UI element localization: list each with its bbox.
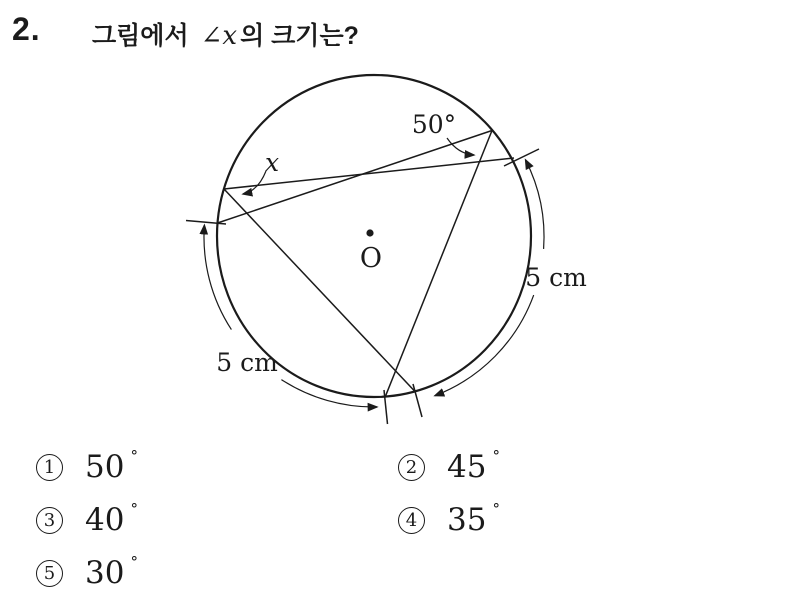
right-arc-arrow-lower — [435, 295, 534, 396]
choice-3 — [36, 500, 138, 538]
chord-from-50deg-vertex-left — [218, 131, 493, 224]
left-arc-arrow-lower — [281, 380, 377, 407]
choice-4-degree: ° — [492, 500, 500, 518]
choice-1-value: 50 — [85, 449, 125, 485]
center-label: O — [359, 243, 383, 274]
choice-2 — [398, 447, 500, 485]
choice-5 — [36, 553, 138, 591]
angle-x-leader-arrow — [243, 171, 266, 194]
angle-50-label: 50° — [411, 110, 457, 139]
choice-2-value: 45 — [447, 449, 487, 485]
choice-5-degree: ° — [130, 553, 138, 571]
choice-1 — [36, 447, 138, 485]
question-number: 2. — [12, 11, 41, 47]
angle-x-label: x — [264, 148, 280, 177]
angle-x-symbol: ∠x — [200, 21, 238, 51]
choice-3-value: 40 — [85, 502, 125, 538]
choice-5-value: 30 — [85, 555, 125, 591]
choice-2-circled-number: 2 — [398, 454, 425, 481]
choice-4-circled-number: 4 — [398, 507, 425, 534]
choice-1-degree: ° — [130, 447, 138, 465]
question-text-prefix: 그림에서 — [92, 22, 189, 50]
center-dot — [366, 229, 373, 236]
question-text-suffix: 의 크기는? — [240, 22, 359, 50]
choice-1-circled-number: 1 — [36, 454, 63, 481]
choice-3-degree: ° — [130, 500, 138, 518]
choice-2-degree: ° — [492, 447, 500, 465]
choice-3-circled-number: 3 — [36, 507, 63, 534]
arc-right-length-label: 5 cm — [525, 263, 587, 292]
choice-5-circled-number: 5 — [36, 560, 63, 587]
choice-4 — [398, 500, 500, 538]
arc-left-length-label: 5 cm — [216, 348, 278, 377]
choice-4-value: 35 — [447, 502, 487, 538]
tick-right-arc-top — [504, 149, 539, 166]
